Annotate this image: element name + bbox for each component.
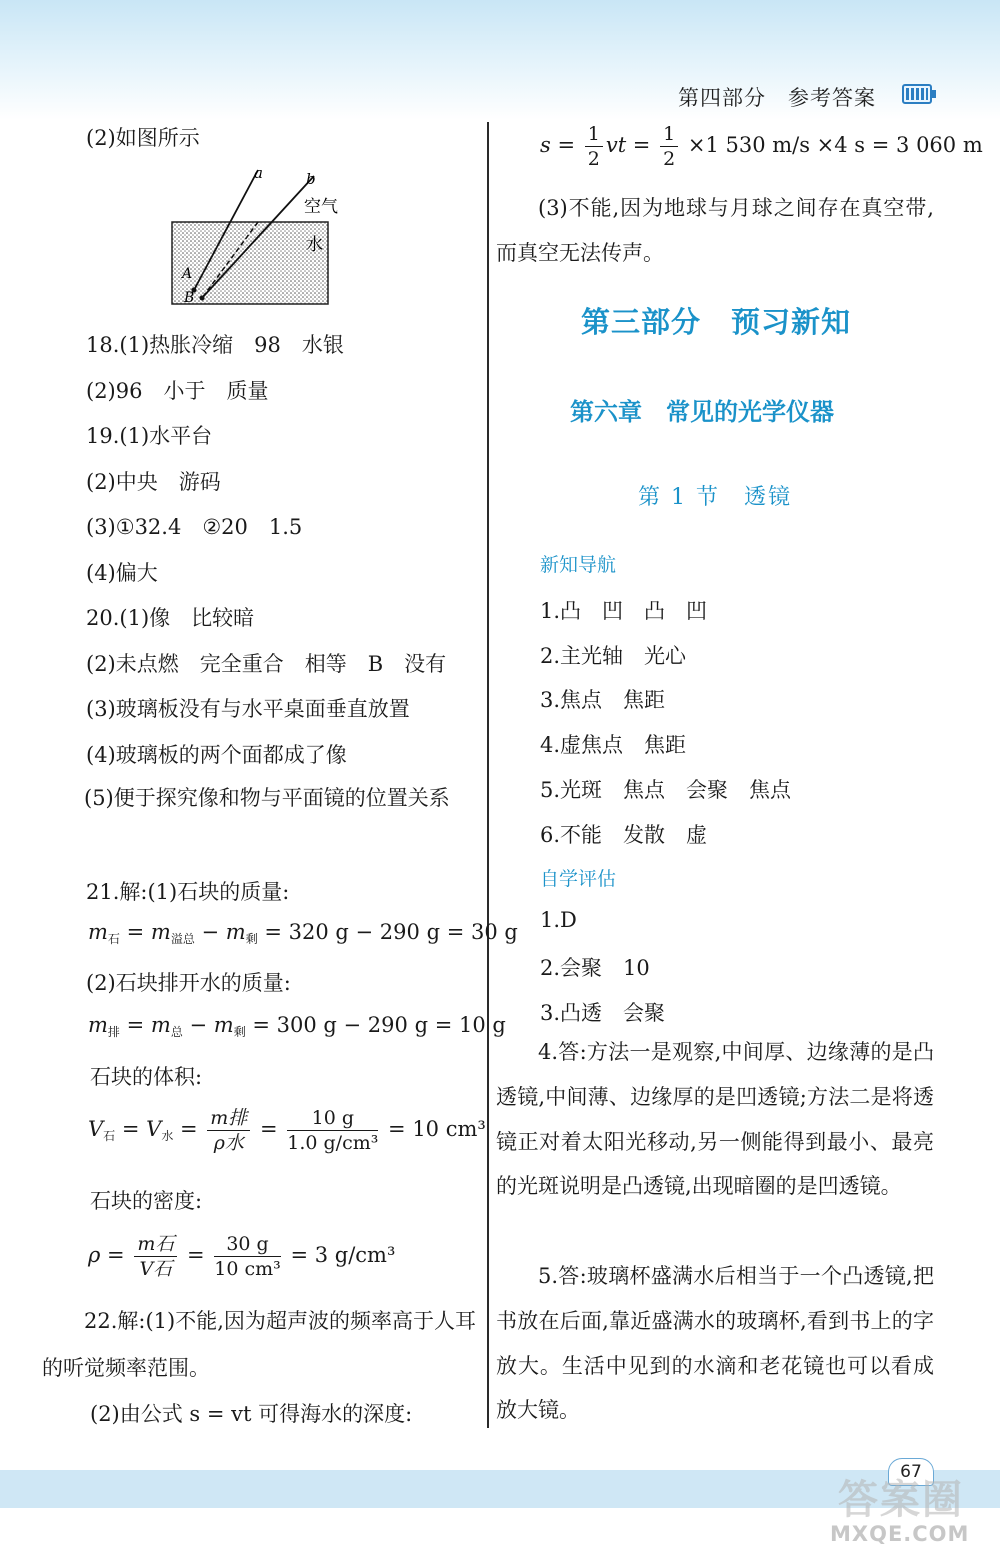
battery-icon <box>902 84 932 104</box>
label-water: 水 <box>306 235 323 255</box>
list-item: 5.光斑 焦点 会聚 焦点 <box>540 778 792 802</box>
answer-line: (2)石块排开水的质量: <box>86 971 291 995</box>
label-air: 空气 <box>304 197 338 217</box>
list-item: 1.D <box>540 908 577 932</box>
answer-line: (2)由公式 s = vt 可得海水的深度: <box>90 1402 413 1426</box>
list-item: 1.凸 凹 凸 凹 <box>540 599 708 623</box>
list-item: 2.会聚 10 <box>540 956 650 980</box>
equation-distance: s = $\frac{1}{2}$ vt = $\frac{1}{2}$ ×1 530 m/s ×4 s = 3 060 m <box>540 123 983 170</box>
label-b: b <box>306 170 316 188</box>
equation-mass: $m_石 = m_{溢总} - m_剩 = 320$ g − 290 g = 30 g <box>88 920 518 946</box>
answer-line: 19.(1)水平台 <box>86 424 213 448</box>
label-A: A <box>182 266 193 282</box>
answer-line: (2)未点燃 完全重合 相等 B 没有 <box>86 652 447 676</box>
refraction-diagram <box>166 164 346 310</box>
list-item: 2.主光轴 光心 <box>540 644 687 668</box>
answer-line: (3)①32.4 ②20 1.5 <box>86 515 303 539</box>
answer-line: 18.(1)热胀冷缩 98 水银 <box>86 333 344 357</box>
label-a: a <box>254 164 263 182</box>
page-number: 67 <box>888 1458 934 1486</box>
subheading-self-assessment: 自学评估 <box>540 868 617 890</box>
label-B: B <box>184 290 195 306</box>
answer-line: 石块的密度: <box>90 1189 203 1213</box>
watermark-logo: 答案圈 MXQE.COM <box>830 1477 970 1546</box>
list-item: 6.不能 发散 虚 <box>540 823 708 847</box>
list-item: 4.虚焦点 焦距 <box>540 733 687 757</box>
chapter-title: 第六章 常见的光学仪器 <box>570 398 834 426</box>
answer-line: (2)中央 游码 <box>86 470 221 494</box>
answer-line: (4)玻璃板的两个面都成了像 <box>86 743 347 767</box>
column-divider <box>487 122 489 1428</box>
answer-line: 20.(1)像 比较暗 <box>86 606 255 630</box>
subheading-new-knowledge: 新知导航 <box>540 554 617 576</box>
answer-line: 21.解:(1)石块的质量: <box>86 880 290 904</box>
answer-paragraph: 4.答:方法一是观察,中间厚、边缘薄的是凸透镜,中间薄、边缘厚的是凹透镜;方法二是将透镜正对着太阳光移动,另一侧能得到最小、最亮的光斑说明是凸透镜,出现暗圈的是凹透镜。 <box>496 1040 934 1199</box>
answer-paragraph: 22.解:(1)不能,因为超声波的频率高于人耳的听觉频率范围。 <box>42 1309 476 1380</box>
answer-line: 石块的体积: <box>90 1065 203 1089</box>
answer-paragraph: 5.答:玻璃杯盛满水后相当于一个凸透镜,把书放在后面,靠近盛满水的玻璃杯,看到书上的字放大。生活中见到的水滴和老花镜也可以看成放大镜。 <box>496 1264 934 1423</box>
section-title: 第 1 节 透镜 <box>638 485 792 510</box>
answer-line: (4)偏大 <box>86 561 158 585</box>
equation-volume: $V_石 = V_水$ = $\frac{\text{m排}}{\text{ρ水}}$ = $\frac{10 g}{\text{1.0 g/cm³}}$ = 10 cm³ <box>88 1107 486 1154</box>
equation-displaced-mass: $m_排 = m_总 - m_剩 = 300$ g − 290 g = 10 g <box>88 1013 506 1039</box>
answer-line: (2)96 小于 质量 <box>86 379 269 403</box>
header-title: 第四部分 参考答案 <box>678 86 876 110</box>
equation-density: ρ = $\frac{\text{m石}}{\text{V石}}$ = $\frac{30 g}{\text{10 cm³}}$ = 3 g/cm³ <box>88 1233 396 1280</box>
list-item: 3.凸透 会聚 <box>540 1001 666 1025</box>
answer-paragraph: (3)不能,因为地球与月球之间存在真空带,而真空无法传声。 <box>496 196 934 265</box>
answer-paragraph: (5)便于探究像和物与平面镜的位置关系 <box>84 786 450 810</box>
part-title: 第三部分 预习新知 <box>581 305 852 339</box>
list-item: 3.焦点 焦距 <box>540 688 666 712</box>
answer-line: (2)如图所示 <box>86 126 200 150</box>
answer-line: (3)玻璃板没有与水平桌面垂直放置 <box>86 697 410 721</box>
